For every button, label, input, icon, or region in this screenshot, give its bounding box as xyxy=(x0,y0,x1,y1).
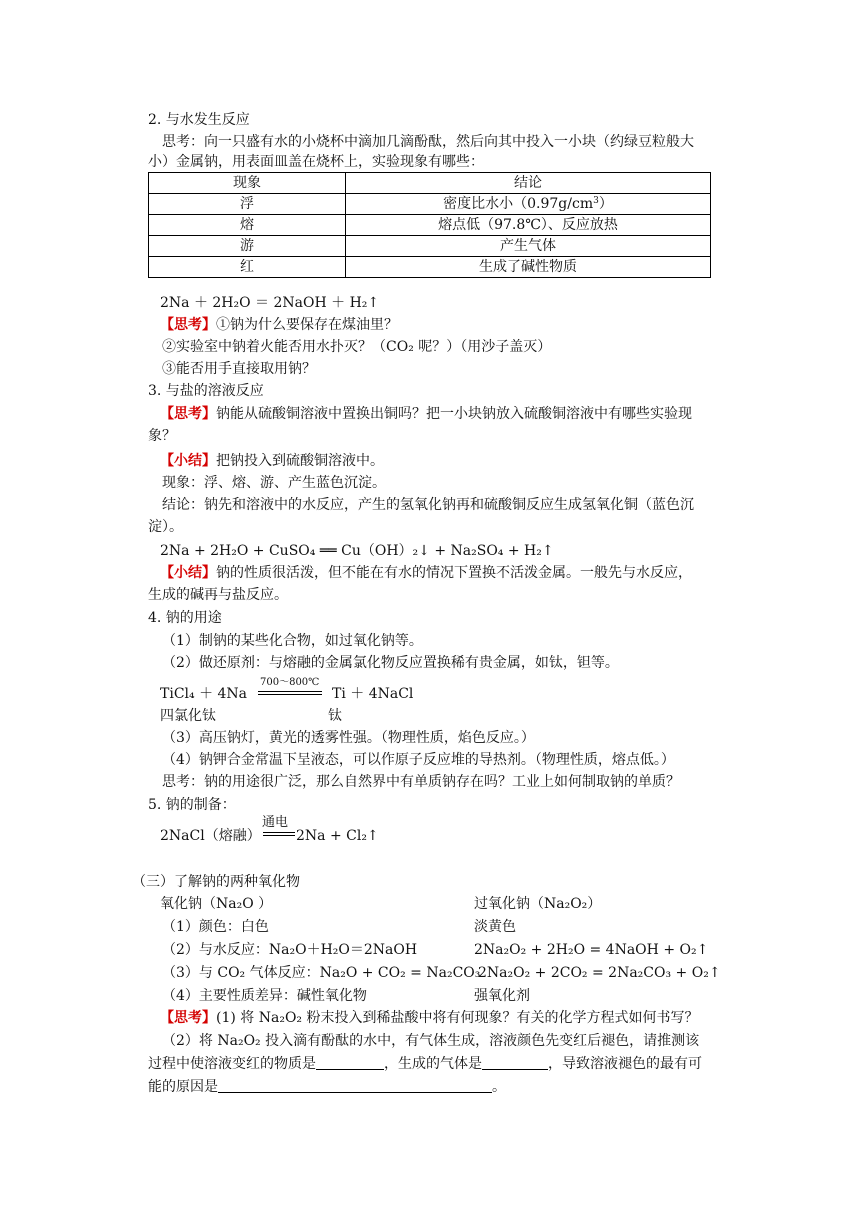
section-2-heading: 2. 与水发生反应 xyxy=(148,112,250,128)
table-cell: 生成了碱性物质 xyxy=(346,257,711,278)
think-text: 。 xyxy=(492,1079,506,1095)
oxides-think-line4 xyxy=(148,1077,506,1097)
phenomenon-table xyxy=(148,172,711,278)
table-row xyxy=(149,215,711,236)
table-cell: 熔 xyxy=(149,215,346,236)
oxide-row4-b: 强氧化剂 xyxy=(474,988,530,1004)
think-text: ，生成的气体是 xyxy=(384,1056,482,1072)
think-tag: 【思考】 xyxy=(160,1010,216,1026)
table-header: 现象 xyxy=(149,173,346,194)
summary-text: 把钠投入到硫酸铜溶液中。 xyxy=(216,453,384,469)
oxide-row3-a: （3）与 CO₂ 气体反应：Na₂O + CO₂ = Na₂CO₃ xyxy=(162,965,481,981)
think-text: ①钠为什么要保存在煤油里？ xyxy=(216,317,398,333)
section-3-summary-2-line2: 生成的碱再与盐反应。 xyxy=(148,587,288,603)
table-row xyxy=(149,236,711,257)
oxide-row4-a: （4）主要性质差异：碱性氧化物 xyxy=(162,988,367,1004)
think-1-line3: ③能否用手直接取用钠？ xyxy=(162,361,316,377)
section-3-conclusion-line1: 结论：钠先和溶液中的水反应，产生的氢氧化钠再和硫酸铜反应生成氢氧化铜（蓝色沉 xyxy=(162,497,694,513)
cell-text: 密度比水小（0.97g/cm xyxy=(443,196,594,212)
oxide-row1-b: 淡黄色 xyxy=(474,919,516,935)
use-4: （4）钠钾合金常温下呈液态，可以作原子反应堆的导热剂。（物理性质，熔点低。） xyxy=(162,752,675,768)
table-cell: 熔点低（97.8℃）、反应放热 xyxy=(346,215,711,236)
table-cell: 产生气体 xyxy=(346,236,711,257)
table-cell: 游 xyxy=(149,236,346,257)
think-tag: 【思考】 xyxy=(160,406,216,422)
use-3: （3）高压钠灯，黄光的透雾性强。（物理性质，焰色反应。） xyxy=(162,730,535,746)
section-2-question-line1: 思考：向一只盛有水的小烧杯中滴加几滴酚酞，然后向其中投入一小块（约绿豆粒般大 xyxy=(162,134,694,150)
oxide-row1-a: （1）颜色：白色 xyxy=(162,919,269,935)
think-1-line1 xyxy=(160,315,398,335)
oxide-row2-a: （2）与水反应：Na₂O＋H₂O＝2NaOH xyxy=(162,942,418,958)
summary-tag: 【小结】 xyxy=(160,453,216,469)
answer-blank[interactable] xyxy=(316,1055,384,1070)
reaction-double-line xyxy=(263,832,295,836)
ticl4-condition: 700～800℃ xyxy=(260,677,320,688)
section-5-heading: 5. 钠的制备： xyxy=(148,797,236,813)
section-2-question-line2: 小）金属钠，用表面皿盖在烧杯上，实验现象有哪些： xyxy=(148,154,484,170)
equation-na-cuso4: 2Na + 2H₂O + CuSO₄ ══ Cu（OH）₂↓ + Na₂SO₄ + H₂↑ xyxy=(160,543,554,559)
section-3-think-line2: 象？ xyxy=(148,428,176,444)
cell-superscript: 3 xyxy=(593,196,599,206)
section-3-summary-2-line1 xyxy=(160,563,692,583)
answer-blank[interactable] xyxy=(482,1055,548,1070)
section-4-heading: 4. 钠的用途 xyxy=(148,610,222,626)
section-3-summary xyxy=(160,451,384,471)
oxide-col2-title: 过氧化钠（Na₂O₂） xyxy=(474,896,602,912)
ticl4-equation-right: Ti ＋ 4NaCl xyxy=(332,686,414,702)
oxides-think-line1 xyxy=(160,1008,698,1028)
oxide-row3-b: 2Na₂O₂ + 2CO₂ = 2Na₂CO₃ + O₂↑ xyxy=(478,965,721,981)
table-cell: 红 xyxy=(149,257,346,278)
table-header-row xyxy=(149,173,711,194)
think-text: (1) 将 Na₂O₂ 粉末投入到稀盐酸中将有何现象？有关的化学方程式如何书写？ xyxy=(216,1010,699,1026)
think-text: 钠能从硫酸铜溶液中置换出铜吗？把一小块钠放入硫酸铜溶液中有哪些实验现 xyxy=(216,406,692,422)
think-tag: 【思考】 xyxy=(160,317,216,333)
oxide-row2-b: 2Na₂O₂ + 2H₂O = 4NaOH + O₂↑ xyxy=(474,942,709,958)
oxides-think-line3 xyxy=(148,1054,702,1074)
section-3-conclusion-line2: 淀）。 xyxy=(148,519,183,535)
section-3-heading: 3. 与盐的溶液反应 xyxy=(148,383,264,399)
nacl-equation-right: 2Na + Cl₂↑ xyxy=(296,828,379,844)
think-text: ，导致溶液褪色的最有可 xyxy=(548,1056,702,1072)
summary-tag: 【小结】 xyxy=(160,565,216,581)
summary-text: 钠的性质很活泼，但不能在有水的情况下置换不活泼金属。一般先与水反应， xyxy=(216,565,692,581)
reaction-double-line xyxy=(258,691,322,695)
ticl4-equation-left: TiCl₄ ＋ 4Na xyxy=(160,686,248,702)
table-cell: 浮 xyxy=(149,194,346,215)
ticl4-name: 四氯化钛 xyxy=(160,708,216,724)
oxides-think-line2: （2）将 Na₂O₂ 投入滴有酚酞的水中，有气体生成，溶液颜色先变红后褪色，请推测该 xyxy=(162,1033,700,1049)
table-header: 结论 xyxy=(346,173,711,194)
think-text: 过程中使溶液变红的物质是 xyxy=(148,1056,316,1072)
nacl-condition: 通电 xyxy=(262,815,289,830)
oxide-col1-title: 氧化钠（Na₂O ） xyxy=(160,896,273,912)
answer-blank[interactable] xyxy=(218,1078,492,1093)
use-1: （1）制钠的某些化合物，如过氧化钠等。 xyxy=(162,633,423,649)
section-4-think: 思考：钠的用途很广泛，那么自然界中有单质钠存在吗？工业上如何制取钠的单质？ xyxy=(162,774,680,790)
table-row xyxy=(149,257,711,278)
think-1-line2: ②实验室中钠着火能否用水扑灭？（CO₂ 呢？）（用沙子盖灭） xyxy=(162,339,552,355)
nacl-equation-left: 2NaCl（熔融） xyxy=(160,828,261,844)
ti-name: 钛 xyxy=(328,708,342,724)
oxides-heading: （三）了解钠的两种氧化物 xyxy=(132,874,300,890)
table-row xyxy=(149,194,711,215)
equation-na-water: 2Na ＋ 2H₂O ＝ 2NaOH ＋ H₂↑ xyxy=(160,295,380,311)
use-2: （2）做还原剂：与熔融的金属氯化物反应置换稀有贵金属，如钛，钽等。 xyxy=(162,655,619,671)
section-3-think-line1 xyxy=(160,404,692,424)
think-text: 能的原因是 xyxy=(148,1079,218,1095)
section-3-phenomenon: 现象：浮、熔、游、产生蓝色沉淀。 xyxy=(162,475,386,491)
cell-text: ） xyxy=(598,196,613,212)
table-cell xyxy=(346,194,711,215)
